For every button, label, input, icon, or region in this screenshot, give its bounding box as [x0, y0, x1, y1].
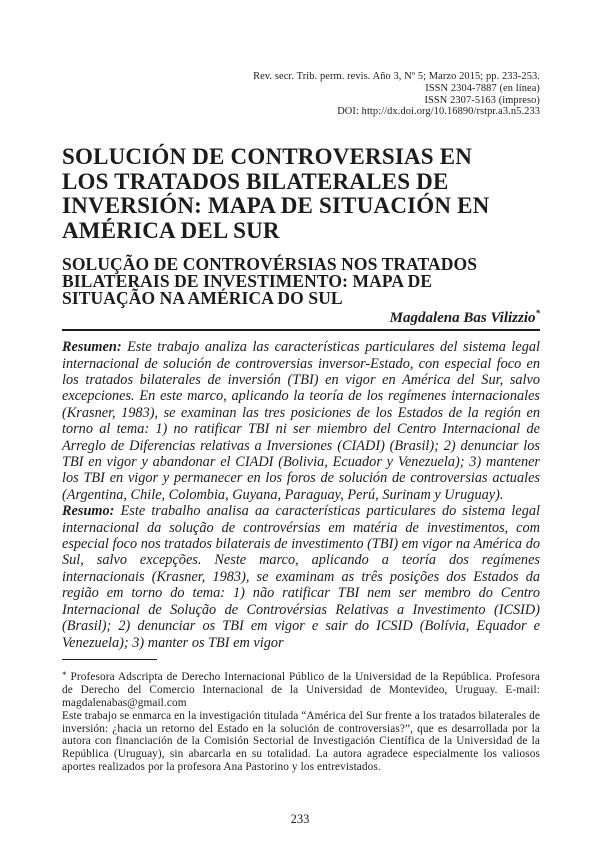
- issn-print: ISSN 2307-5163 (impreso): [424, 94, 540, 106]
- title-spanish-line: SOLUCIÓN DE CONTROVERSIAS EN: [62, 144, 473, 170]
- journal-header: [62, 0, 540, 118]
- footnote-separator: [62, 659, 157, 660]
- title-spanish-line: INVERSIÓN: MAPA DE SITUACIÓN EN: [62, 193, 490, 219]
- journal-citation: Rev. secr. Trib. perm. revis. Año 3, Nº 5; Marzo 2015; pp. 233-253.: [253, 71, 540, 82]
- abstract-spanish-text: Este trabajo analiza las características particulares del sistema legal internacional de solución de controversias inversor-Estado, con especial foco en los tratados bilaterales de inversión (TBI) en vigor en América del Sur, salvo excepciones. En este marco, aplicando la teoría de los regímenes internacionales (Krasner, 1983), se examinan las tres posiciones de los Estados de la región en torno al tema: 1) no ratificar TBI ni ser miembro del Centro Internacional de Arreglo de Diferencias relativas a Inversiones (CIADI) (Brasil); 2) denunciar los TBI en vigor y abandonar el CIADI (Bolivia, Ecuador y Venezuela); 3) mantener los TBI en vigor y permanecer en los foros de solución de controversias actuales (Argentina, Chile, Colombia, Guyana, Paraguay, Perú, Surinam y Uruguay).: [62, 339, 540, 503]
- title-portuguese: [62, 256, 540, 307]
- abstract-portuguese-text: Este trabalho analisa aa características particulares do sistema legal internacional da solução de controvérsias em matéria de investimentos, com especial foco nos tratados bilaterais de investimento (TBI) em vigor na América do Sul, salvo excepções. Neste marco, aplicando a teoría dos regímenes internacionais (Krasner, 1983), se examinam as três posições dos Estados da região em torno do tema: 1) não ratificar TBI nem ser membro do Centro Internacional de Solução de Controvérsias Relativas a Investimento (ICSID) (Brasil); 2) denunciar os TBI em vigor e sair do ICSID (Bolívia, Equador e Venezuela); 3) manter os TBI em vigor: [62, 503, 541, 651]
- footnote-affiliation: [62, 669, 540, 710]
- title-spanish-line: AMÉRICA DEL SUR: [62, 217, 280, 243]
- header-rule: [62, 329, 540, 331]
- author-footnote-marker: *: [535, 308, 540, 319]
- issn-online: ISSN 2304-7887 (en línea): [425, 82, 540, 94]
- title-spanish-line: LOS TRATADOS BILATERALES DE: [62, 168, 449, 194]
- footnote-marker: *: [62, 669, 67, 680]
- abstract-portuguese: [62, 503, 540, 651]
- abstract-spanish-label: Resumen:: [62, 339, 122, 356]
- doi-line: DOI: http://dx.doi.org/10.16890/rstpr.a3.n5.233: [337, 106, 540, 118]
- author-name-text: Magdalena Bas Vilizzio: [389, 310, 536, 327]
- abstract-spanish: [62, 339, 540, 503]
- footnote-affiliation-text: Profesora Adscripta de Derecho Internacional Público de la Universidad de la República. Profesora de Derecho del Comercio Internacional de la Universidad de Montevideo, Uruguay. E-mail: magdalenabas@gmail.com: [62, 670, 540, 709]
- title-portuguese-line: BILATERAIS DE INVESTIMENTO: MAPA DE: [62, 271, 433, 292]
- author-name: [62, 309, 540, 327]
- abstract-portuguese-label: Resumo:: [62, 503, 115, 520]
- title-portuguese-line: SITUAÇÃO NA AMÉRICA DO SUL: [62, 288, 343, 309]
- page-number: 233: [290, 812, 310, 826]
- title-spanish: [62, 145, 540, 243]
- title-portuguese-line: SOLUÇÃO DE CONTROVÉRSIAS NOS TRATADOS: [62, 254, 478, 275]
- footnote: [62, 669, 540, 774]
- footnote-project: Este trabajo se enmarca en la investigación titulada “América del Sur frente a los tratados bilaterales de inversión: ¿hacia un retorno del Estado en la solución de controversias?”, que es desarrollada por la autora con financiación de la Comisión Sectorial de Investigación Científica de la Universidad de la República (Uruguay), sin abarcarla en su totalidad. La autora agradece especialmente los valiosos aportes realizados por la profesora Ana Pastorino y los entrevistados.: [62, 709, 540, 774]
